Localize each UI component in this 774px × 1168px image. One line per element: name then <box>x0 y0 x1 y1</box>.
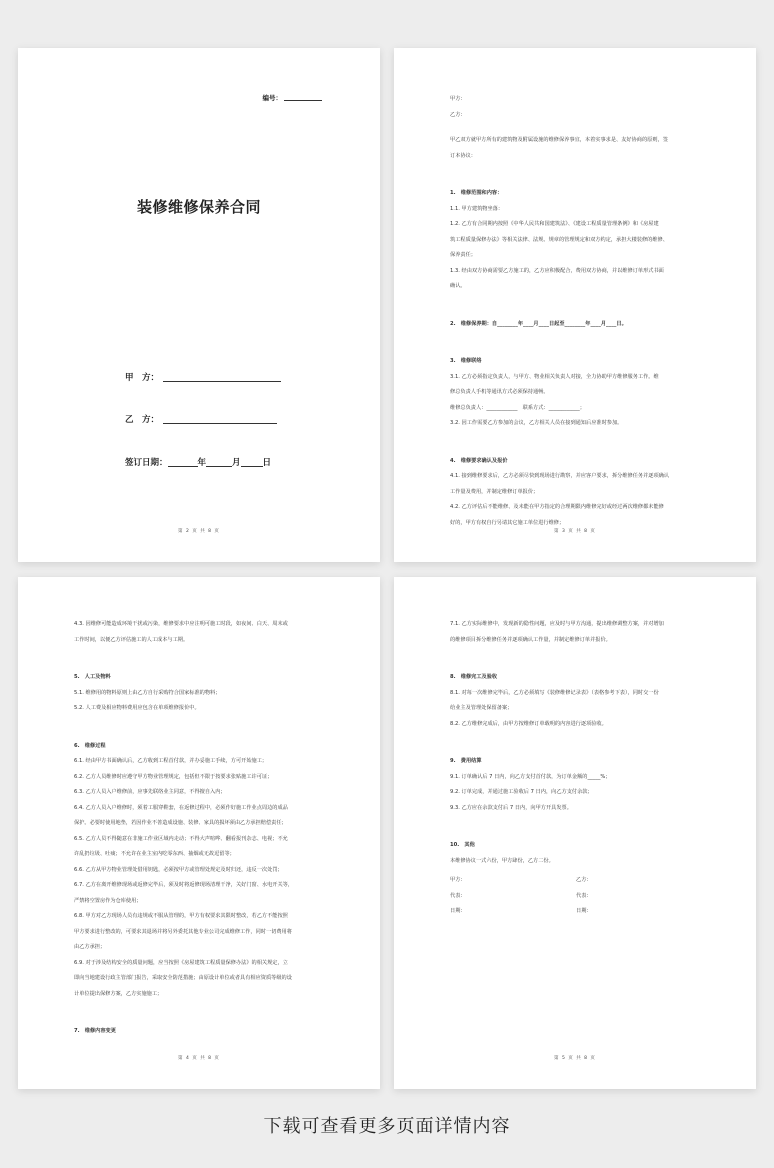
day-label: 日 <box>262 458 272 468</box>
clause-line: 8.1. 对每一次维修完毕后，乙方必须填写《装修维修记录表》（表格参考下表），同时交一份 <box>450 689 659 696</box>
clause-line: 4.1. 接到维修要求后，乙方必须尽快到现场进行勘察，并应客户要求，拆分维修任务并逐项确认 <box>450 473 670 479</box>
clause-line: 7.1. 乙方实际维修中，发现新的隐性问题，应及时与甲方沟通，提出维修调整方案，并对增加 <box>450 621 664 627</box>
clause-line: 好的，甲方有权自行另请其它施工单位进行维修； <box>450 519 565 526</box>
section-heading: 6. 维修过程 <box>74 742 106 749</box>
page-footer: 第 4 页 共 8 页 <box>178 1056 220 1061</box>
clause-line: 6.6. 乙方从甲方物业管理处借用钥匙，必须按甲方或管理处规定及时归还，违反一次处罚； <box>74 866 283 873</box>
clause-line: 甲乙双方就甲方所有的建筑物及附属设施的维修保养事宜，本着实事求是、友好协商的原则，签 <box>450 137 668 143</box>
clause-line: 乙方： <box>450 111 466 118</box>
page-4-body <box>74 617 326 1040</box>
clause-line: 3.2. 因工作需要乙方参加的会议，乙方相关人员在接到通知后应准时参加。 <box>450 420 623 426</box>
document-page-4 <box>18 577 380 1089</box>
paragraph-spacer <box>450 332 702 342</box>
paragraph-spacer <box>450 123 702 133</box>
clause-line: 保养责任； <box>450 252 476 258</box>
contract-number-field <box>263 93 323 102</box>
paragraph-spacer <box>450 295 702 305</box>
section-heading: 8. 维修完工及验收 <box>450 674 498 680</box>
clause-line: 6.7. 乙方在离开维修现场或返修完毕后，须及时将返修现场清理干净，关好门窗、水电开关等， <box>74 882 294 888</box>
paragraph-spacer <box>450 816 702 826</box>
clause-line: 4.2. 乙方评估后不能维修、及未能在甲方指定的合理期限内维修完好或经过两次维修都未能修 <box>450 504 664 510</box>
clause-line: 9.3. 乙方应在余款支付后 7 日内，向甲方开具发票。 <box>450 804 572 811</box>
contract-number-blank <box>284 94 322 101</box>
page-footer: 第 5 页 共 8 页 <box>554 1056 596 1061</box>
section-heading: 10. 其他 <box>450 842 475 848</box>
clause-line: 1.1. 甲方建筑物坐落： <box>450 205 504 212</box>
signature-row <box>450 904 702 920</box>
party-b-blank <box>163 415 277 424</box>
section-heading: 7. 维修内容变更 <box>74 1028 116 1034</box>
page-footer: 第 3 页 共 8 页 <box>554 529 596 534</box>
signature-block <box>450 873 702 920</box>
party-a-label: 甲 方： <box>125 373 160 383</box>
clause-line: 许乱扔垃圾、吐痰；不允许在业主室内吃零东西、抽烟或无故逗留等； <box>74 851 235 857</box>
year-label: 年 <box>197 458 207 468</box>
clause-line: 给业主及管理处保留备案； <box>450 705 513 711</box>
section-heading: 5. 人工及物料 <box>74 674 111 680</box>
paragraph-spacer <box>450 164 702 174</box>
clause-line: 保护。必要时使用地垫，若因作业不善造成设施、装修、家具的损坏须由乙方承担赔偿责任； <box>74 820 287 826</box>
party-b-sign-field: 乙方： <box>576 877 592 883</box>
download-caption: 下载可查看更多页面详情内容 <box>263 1116 511 1137</box>
clause-line: 维修总负责人：____________ 联系方式：____________； <box>450 404 585 411</box>
signature-row <box>450 873 702 889</box>
clause-line: 确认。 <box>450 283 466 289</box>
document-page-5 <box>394 577 756 1089</box>
page-5-body <box>450 617 702 869</box>
day-blank <box>241 458 263 467</box>
clause-line: 订本协议： <box>450 152 476 159</box>
signature-row <box>450 889 702 905</box>
clause-line: 甲方： <box>450 96 466 102</box>
clause-line: 严禁将空置房作为仓库使用； <box>74 897 142 904</box>
clause-line: 6.2. 乙方人员维修时应遵守甲方物业管理规定，包括但不限于按要求张贴施工许可证； <box>74 773 273 780</box>
clause-line: 本维修协议一式六份，甲方肆份，乙方二份。 <box>450 857 554 864</box>
party-b-field <box>125 413 277 425</box>
clause-line: 修总负责人手机等通讯方式必须保持通畅。 <box>450 389 549 395</box>
clause-line: 工作时间，以便乙方评估施工的人工成本与工期。 <box>74 636 189 643</box>
paragraph-spacer <box>450 432 702 442</box>
paragraph-spacer <box>450 732 702 742</box>
clause-line: 6.4. 乙方人员入户维修时，须着工服穿鞋套，在返修过程中，必须作好施工作业点周边的成品 <box>74 804 288 811</box>
clause-line: 6.9. 对于涉及结构安全的质量问题，应当按照《房屋建筑工程质量保修办法》的相关规定，立 <box>74 959 288 966</box>
section-heading: 9. 费用结算 <box>450 758 482 764</box>
document-page-2 <box>18 48 380 562</box>
clause-line: 1.3. 经由双方协商需要乙方施工的，乙方应积极配合，费用双方协商，并以维修订单形式书面 <box>450 267 664 274</box>
clause-line: 由乙方承担； <box>74 944 106 950</box>
clause-line: 4.3. 因维修可能造成环境干扰或污染，维修要求中应注明可施工时段，如夜间、白天、周末或 <box>74 621 288 627</box>
sign-date-field <box>125 456 271 468</box>
page-footer: 第 2 页 共 8 页 <box>178 529 220 534</box>
clause-line: 6.1. 经由甲方书面确认后，乙方收到工程首付款，并办妥施工手续，方可开始施工； <box>74 758 268 764</box>
section-heading: 3. 维修联络 <box>450 358 482 364</box>
clause-line: 9.2. 订单完成，并通过施工验收后 7 日内，向乙方支付余款； <box>450 789 593 795</box>
clause-line: 3.1. 乙方必须指定负责人，与甲方、物业相关负责人对接，全力协助甲方维修服务工作。维 <box>450 373 659 380</box>
party-a-sign-field: 甲方： <box>450 877 466 883</box>
clause-line: 8.2. 乙方维修完成后，由甲方按维修订单载明的内容进行逐项验收。 <box>450 720 607 727</box>
clause-line: 计单位提出保修方案，乙方实施施工； <box>74 990 163 997</box>
paragraph-spacer <box>74 1002 326 1012</box>
clause-line: 筑工程质量保修办法》等相关法律、法规、规章的管理规定和双方约定，承担大楼装修的维修、 <box>450 236 668 243</box>
section-heading: 1. 维修范围和内容： <box>450 190 503 196</box>
clause-line: 5.1. 维修用的物料原则上由乙方自行采购符合国家标准的物料； <box>74 689 221 696</box>
clause-line: 的维修项目拆分维修任务并逐项确认工作量，并制定维修订单并报价。 <box>450 636 611 643</box>
clause-line: 6.5. 乙方人员不得随意在非施工作业区域内走动；不得大声喧哗、翻看报刊杂志、电视；不允 <box>74 835 288 842</box>
paragraph-spacer <box>450 648 702 658</box>
clause-line: 9.1. 订单确认后 7 日内，向乙方支付首付款，为订单金额的_____%； <box>450 773 611 780</box>
month-blank <box>206 458 232 467</box>
clause-line: 即向当地建设行政主管部门报告，采取安全防范措施；由原设计单位或者具有相应资质等级的设 <box>74 975 292 981</box>
party-a-field <box>125 371 281 383</box>
party-a-sign-field: 日期： <box>450 908 466 914</box>
section-heading: 2. 维修保养期：自________年____月____日起至________年____月____日。 <box>450 320 627 327</box>
clause-line: 6.3. 乙方人员入户维修前，应事先联络业主同意，不得擅自入内； <box>74 789 226 795</box>
paragraph-spacer <box>74 717 326 727</box>
party-b-sign-field: 日期： <box>576 908 592 914</box>
page-3-body <box>450 92 702 531</box>
clause-line: 5.2. 人工费及相应物料费用应包含在单项维修报价中。 <box>74 705 200 711</box>
year-blank <box>168 458 198 467</box>
clause-line: 工作量及费用，并制定维修订单报价； <box>450 488 539 495</box>
party-b-label: 乙 方： <box>125 415 160 425</box>
section-heading: 4. 维修要求确认及报价 <box>450 457 508 464</box>
clause-line: 1.2. 乙方有合同期内按照《中华人民共和国建筑法》、《建设工程质量管理条例》和《房屋建 <box>450 221 659 227</box>
clause-line: 6.8. 甲方对乙方现场人员有违规或不服从管理的，甲方有权要求其限时整改，若乙方不能按照 <box>74 913 288 919</box>
month-label: 月 <box>232 458 241 468</box>
party-b-sign-field: 代表： <box>576 892 592 899</box>
paragraph-spacer <box>74 648 326 658</box>
clause-line: 甲方要求进行整改的，可要求其退场并将另外委托其他专业公司完成维修工作，同时一切费用将 <box>74 928 292 935</box>
document-page-3 <box>394 48 756 562</box>
party-a-sign-field: 代表： <box>450 892 466 899</box>
party-a-blank <box>163 373 281 382</box>
contract-number-label: 编号： <box>262 94 282 102</box>
contract-title: 装修维修保养合同 <box>136 198 261 216</box>
sign-date-label: 签订日期： <box>125 458 168 468</box>
